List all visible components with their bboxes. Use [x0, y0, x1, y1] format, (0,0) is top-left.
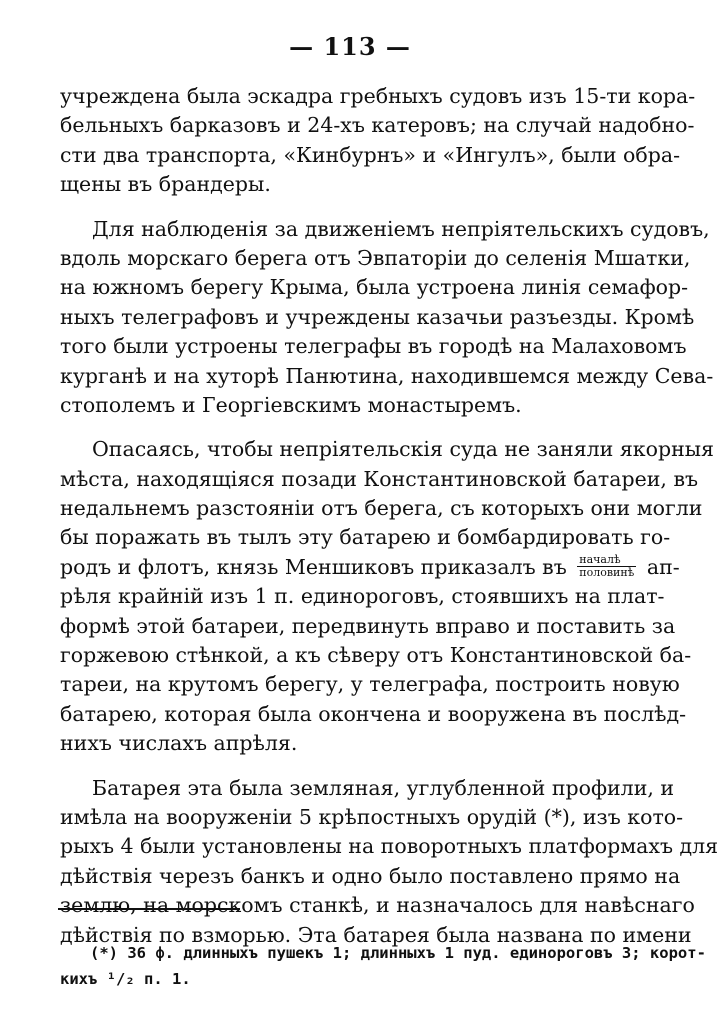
- text-line: горжевою стѣнкой, а къ сѣверу отъ Константиновской ба-: [60, 643, 692, 668]
- text-line: бы поражать въ тылъ эту батарею и бомбардировать го-: [60, 525, 671, 550]
- text-line: рыхъ 4 были установлены на поворотныхъ платформахъ для: [60, 834, 718, 859]
- page-number: — 113 —: [289, 32, 411, 61]
- text-line: дѣйствія по взморью. Эта батарея была названа по имени: [60, 922, 692, 947]
- text-line: на южномъ берегу Крыма, была устроена линія семафор-: [60, 275, 689, 300]
- text-line: батарею, которая была окончена и вооружена въ послѣд-: [60, 701, 687, 726]
- text-line: стополемъ и Георгіевскимъ монастыремъ.: [60, 392, 522, 417]
- text-line: ныхъ телеграфовъ и учреждены казачьи разъезды. Кромѣ: [60, 304, 695, 329]
- text-line: нихъ числахъ апрѣля.: [60, 731, 298, 756]
- text-line-with-fraction: [60, 552, 680, 582]
- text-line: учреждена была эскадра гребныхъ судовъ изъ 15-ти кора-: [60, 84, 696, 108]
- text-line: землю, на морскомъ станкѣ, и назначалось для навѣснаго: [60, 893, 695, 918]
- paragraph-3: [60, 435, 714, 758]
- text-line: рѣля крайній изъ 1 п. единороговъ, стоявшихъ на плат-: [60, 584, 665, 609]
- text-line: Опасаясь, чтобы непріятельскія суда не заняли якорныя: [92, 437, 714, 462]
- text-line: сти два транспорта, «Кинбурнъ» и «Ингулъ», были обра-: [60, 142, 681, 167]
- text-line: щены въ брандеры.: [60, 172, 271, 197]
- footnote-line: кихъ ¹/₂ п. 1.: [60, 970, 191, 988]
- paragraph-2: [60, 215, 714, 421]
- fraction-numerator: началѣ: [577, 554, 636, 567]
- text-line: курганѣ и на хуторѣ Панютина, находившемся между Сева-: [60, 363, 714, 388]
- paragraph-1: [60, 82, 696, 200]
- text-line: формѣ этой батареи, передвинуть вправо и поставить за: [60, 613, 676, 638]
- paragraph-4: [60, 774, 718, 950]
- text-line: того были устроены телеграфы въ городѣ на Малаховомъ: [60, 334, 687, 359]
- text-line: вдоль морскаго берега отъ Эвпаторіи до селенія Мшатки,: [60, 245, 691, 270]
- fraction-denominator: половинѣ: [579, 565, 635, 579]
- footnote: [60, 940, 706, 992]
- text-segment: родъ и флотъ, князь Меншиковъ приказалъ въ: [60, 554, 567, 579]
- stacked-fraction: [577, 554, 636, 579]
- text-line: тареи, на крутомъ берегу, у телеграфа, построить новую: [60, 672, 680, 697]
- footnote-line: (*) 36 ф. длинныхъ пушекъ 1; длинныхъ 1 пуд. единороговъ 3; корот-: [90, 944, 706, 962]
- text-line: имѣла на вооруженіи 5 крѣпостныхъ орудій (*), изъ кото-: [60, 804, 684, 829]
- text-line: Батарея эта была земляная, углубленной профили, и: [92, 775, 675, 800]
- text-segment: ап-: [646, 554, 680, 579]
- footnote-divider: [58, 908, 240, 910]
- text-line: Для наблюденія за движеніемъ непріятельскихъ судовъ,: [92, 216, 710, 241]
- text-line: дѣйствія черезъ банкъ и одно было поставлено прямо на: [60, 863, 681, 888]
- body-text: [60, 82, 718, 950]
- text-line: бельныхъ барказовъ и 24-хъ катеровъ; на случай надобно-: [60, 113, 695, 138]
- text-line: мѣста, находящіяся позади Константиновской батареи, въ: [60, 466, 699, 491]
- text-line: недальнемъ разстояніи отъ берега, съ которыхъ они могли: [60, 496, 703, 521]
